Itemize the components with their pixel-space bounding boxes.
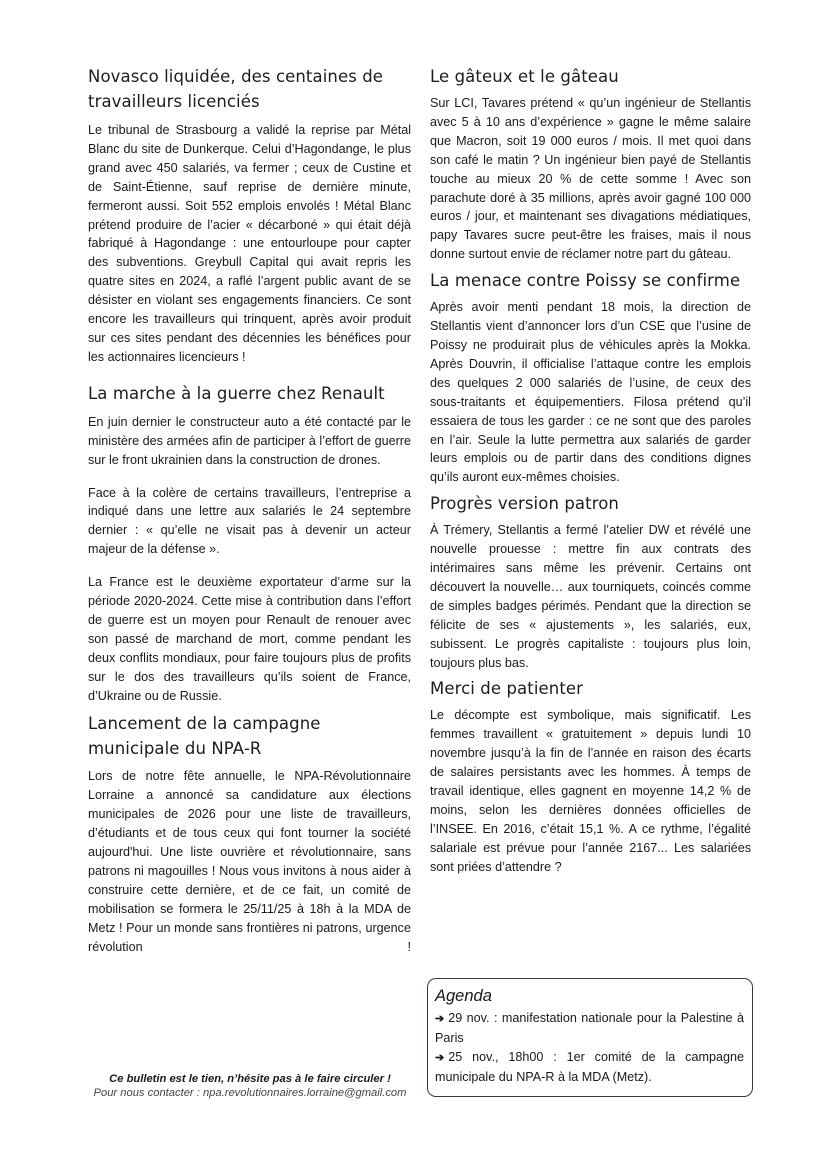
article-poissy	[430, 268, 751, 487]
agenda-item-text: 29 nov. : manifestation nationale pour la Palestine à Paris	[435, 1011, 744, 1045]
article-paragraph: Le tribunal de Strasbourg a validé la reprise par Métal Blanc du site de Dunkerque. Celui d’Hagondange, le plus grand avec 450 salariés, va fermer ; ceux de Custine et de Saint-Étienne, sauf reprise de dernière minute, fermeront aussi. Soit 552 emplois envolés ! Métal Blanc prétend produire de l’acier « décarboné » qui était déjà fabriqué à Hagondange : une entourloupe pour capter des subventions. Greybull Capital qui avait repris les quatre sites en 2024, a raflé l’argent public avant de se désister en violant ses engagements financiers. Ce sont encore les travailleurs qui trinquent, après avoir produit sur ces sites pendant des décennies les bénéfices pour les actionnaires licencieurs !	[88, 123, 411, 364]
arrow-right-icon: ➔	[435, 1013, 445, 1025]
article-progres	[430, 491, 751, 672]
article-paragraph: Après avoir menti pendant 18 mois, la direction de Stellantis vient d’annoncer lors d’un CSE que l’usine de Poissy ne produirait plus de véhicules après la Mokka. Après Douvrin, il officialise l’attaque contre les emplois des quelques 2 000 salariés de l’usine, de ceux des sous-traitants et équipementiers. Filosa prétend qu’il essaiera de tous les garder : ce ne sont que des paroles en l’air. Seule la lutte permettra aux salariés de garder leurs emplois ou de partir dans des conditions dignes qu’ils auront eux-mêmes choisies.	[430, 300, 751, 485]
left-column	[88, 64, 411, 957]
agenda-box	[427, 978, 753, 1097]
article-title: La marche à la guerre chez Renault	[88, 383, 385, 403]
article-title: La menace contre Poissy se confirme	[430, 271, 741, 291]
article-paragraph: À Trémery, Stellantis a fermé l’atelier DW et révélé une nouvelle prouesse : mettre fin aux contrats des intérimaires sans même les prévenir. Certains ont découvert la nouvelle… aux tourniquets, coincés comme de simples badges périmés. Pendant que la direction se félicite de ses « ajustements », les salariés, eux, subissent. Le progrès capitaliste : toujours plus loin, toujours plus bas.	[430, 523, 751, 670]
article-title: Novasco liquidée, des centaines de travailleurs licenciés	[88, 67, 384, 111]
article-novasco	[88, 64, 411, 367]
article-paragraph: Sur LCI, Tavares prétend « qu’un ingénieur de Stellantis avec 5 à 10 ans d’expérience » gagne le même salaire que Macron, soit 19 000 euros / mois. Il met quoi dans son café le matin ? Un ingénieur bien payé de Stellantis touche au mieux 20 % de cette somme ! Avec son parachute doré à 35 millions, après avoir gagné 100 000 euros / jour, et maintenant ses divagations médiatiques, papy Tavares sucre peut-être les fraises, mais il nous donne surtout envie de réclamer notre part du gâteau.	[430, 96, 751, 262]
article-paragraph: En juin dernier le constructeur auto a été contacté par le ministère des armées afin de participer à l’effort de guerre sur le front ukrainien dans la construction de drones.	[88, 414, 411, 467]
article-paragraph: La France est le deuxième exportateur d’arme sur la période 2020-2024. Cette mise à contribution dans l’effort de guerre est un moyen pour Renault de renouer avec son passé de marchand de mort, comme pendant les deux conflits mondiaux, pour faire toujours plus de profits sur le dos des travailleurs qu’ils soient de France, d’Ukraine ou de Russie.	[88, 575, 411, 703]
article-paragraph: Le décompte est symbolique, mais significatif. Les femmes travaillent « gratuitement » depuis lundi 10 novembre jusqu’à la fin de l’année en raison des écarts de salaires persistants avec les hommes. À temps de travail identique, elles gagnent en moyenne 14,2 % de moins, selon les dernières données officielles de l’INSEE. En 2016, c’était 15,1 %. A ce rythme, l’égalité salariale est prévue pour l’année 2167... Les salariées sont priées d’attendre ?	[430, 708, 751, 874]
article-title: Progrès version patron	[430, 494, 619, 514]
right-column	[430, 64, 751, 881]
agenda-item	[435, 1048, 744, 1087]
article-paragraph: Lors de notre fête annuelle, le NPA-Révolutionnaire Lorraine a annoncé sa candidature aux élections municipales de 2026 pour une liste de travailleurs, d’étudiants et de tous ceux qui font tourner la société aujourd'hui. Une liste ouvrière et révolutionnaire, sans patrons ni magouilles ! Nous vous invitons à nous aider à construire cette dernière, et de ce fait, un comité de mobilisation se formera le 25/11/25 à 18h à la MDA de Metz ! Pour un monde sans frontières ni patrons, urgence révolution !	[88, 769, 411, 954]
footer-tagline: Ce bulletin est le tien, n’hésite pas à le faire circuler !	[109, 1073, 391, 1085]
footer	[80, 1072, 420, 1100]
article-merci-patienter	[430, 676, 751, 876]
article-paragraph: Face à la colère de certains travailleurs, l’entreprise a indiqué dans une lettre aux salariés le 24 septembre dernier : « qu’elle ne visait pas à devenir un acteur majeur de la défense ».	[88, 485, 411, 557]
footer-contact-email[interactable]: Pour nous contacter : npa.revolutionnaires.lorraine@gmail.com	[93, 1087, 407, 1099]
agenda-title: Agenda	[435, 987, 492, 1005]
article-title: Merci de patienter	[430, 679, 584, 699]
article-title: Lancement de la campagne municipale du NPA-R	[88, 714, 321, 759]
article-renault	[88, 381, 411, 706]
agenda-item-text: 25 nov., 18h00 : 1er comité de la campagne municipale du NPA-R à la MDA (Metz).	[435, 1050, 744, 1084]
article-campagne-municipale	[88, 711, 411, 956]
agenda-item	[435, 1009, 744, 1048]
article-gateux	[430, 64, 751, 264]
article-title: Le gâteux et le gâteau	[430, 67, 619, 86]
arrow-right-icon: ➔	[435, 1052, 445, 1064]
